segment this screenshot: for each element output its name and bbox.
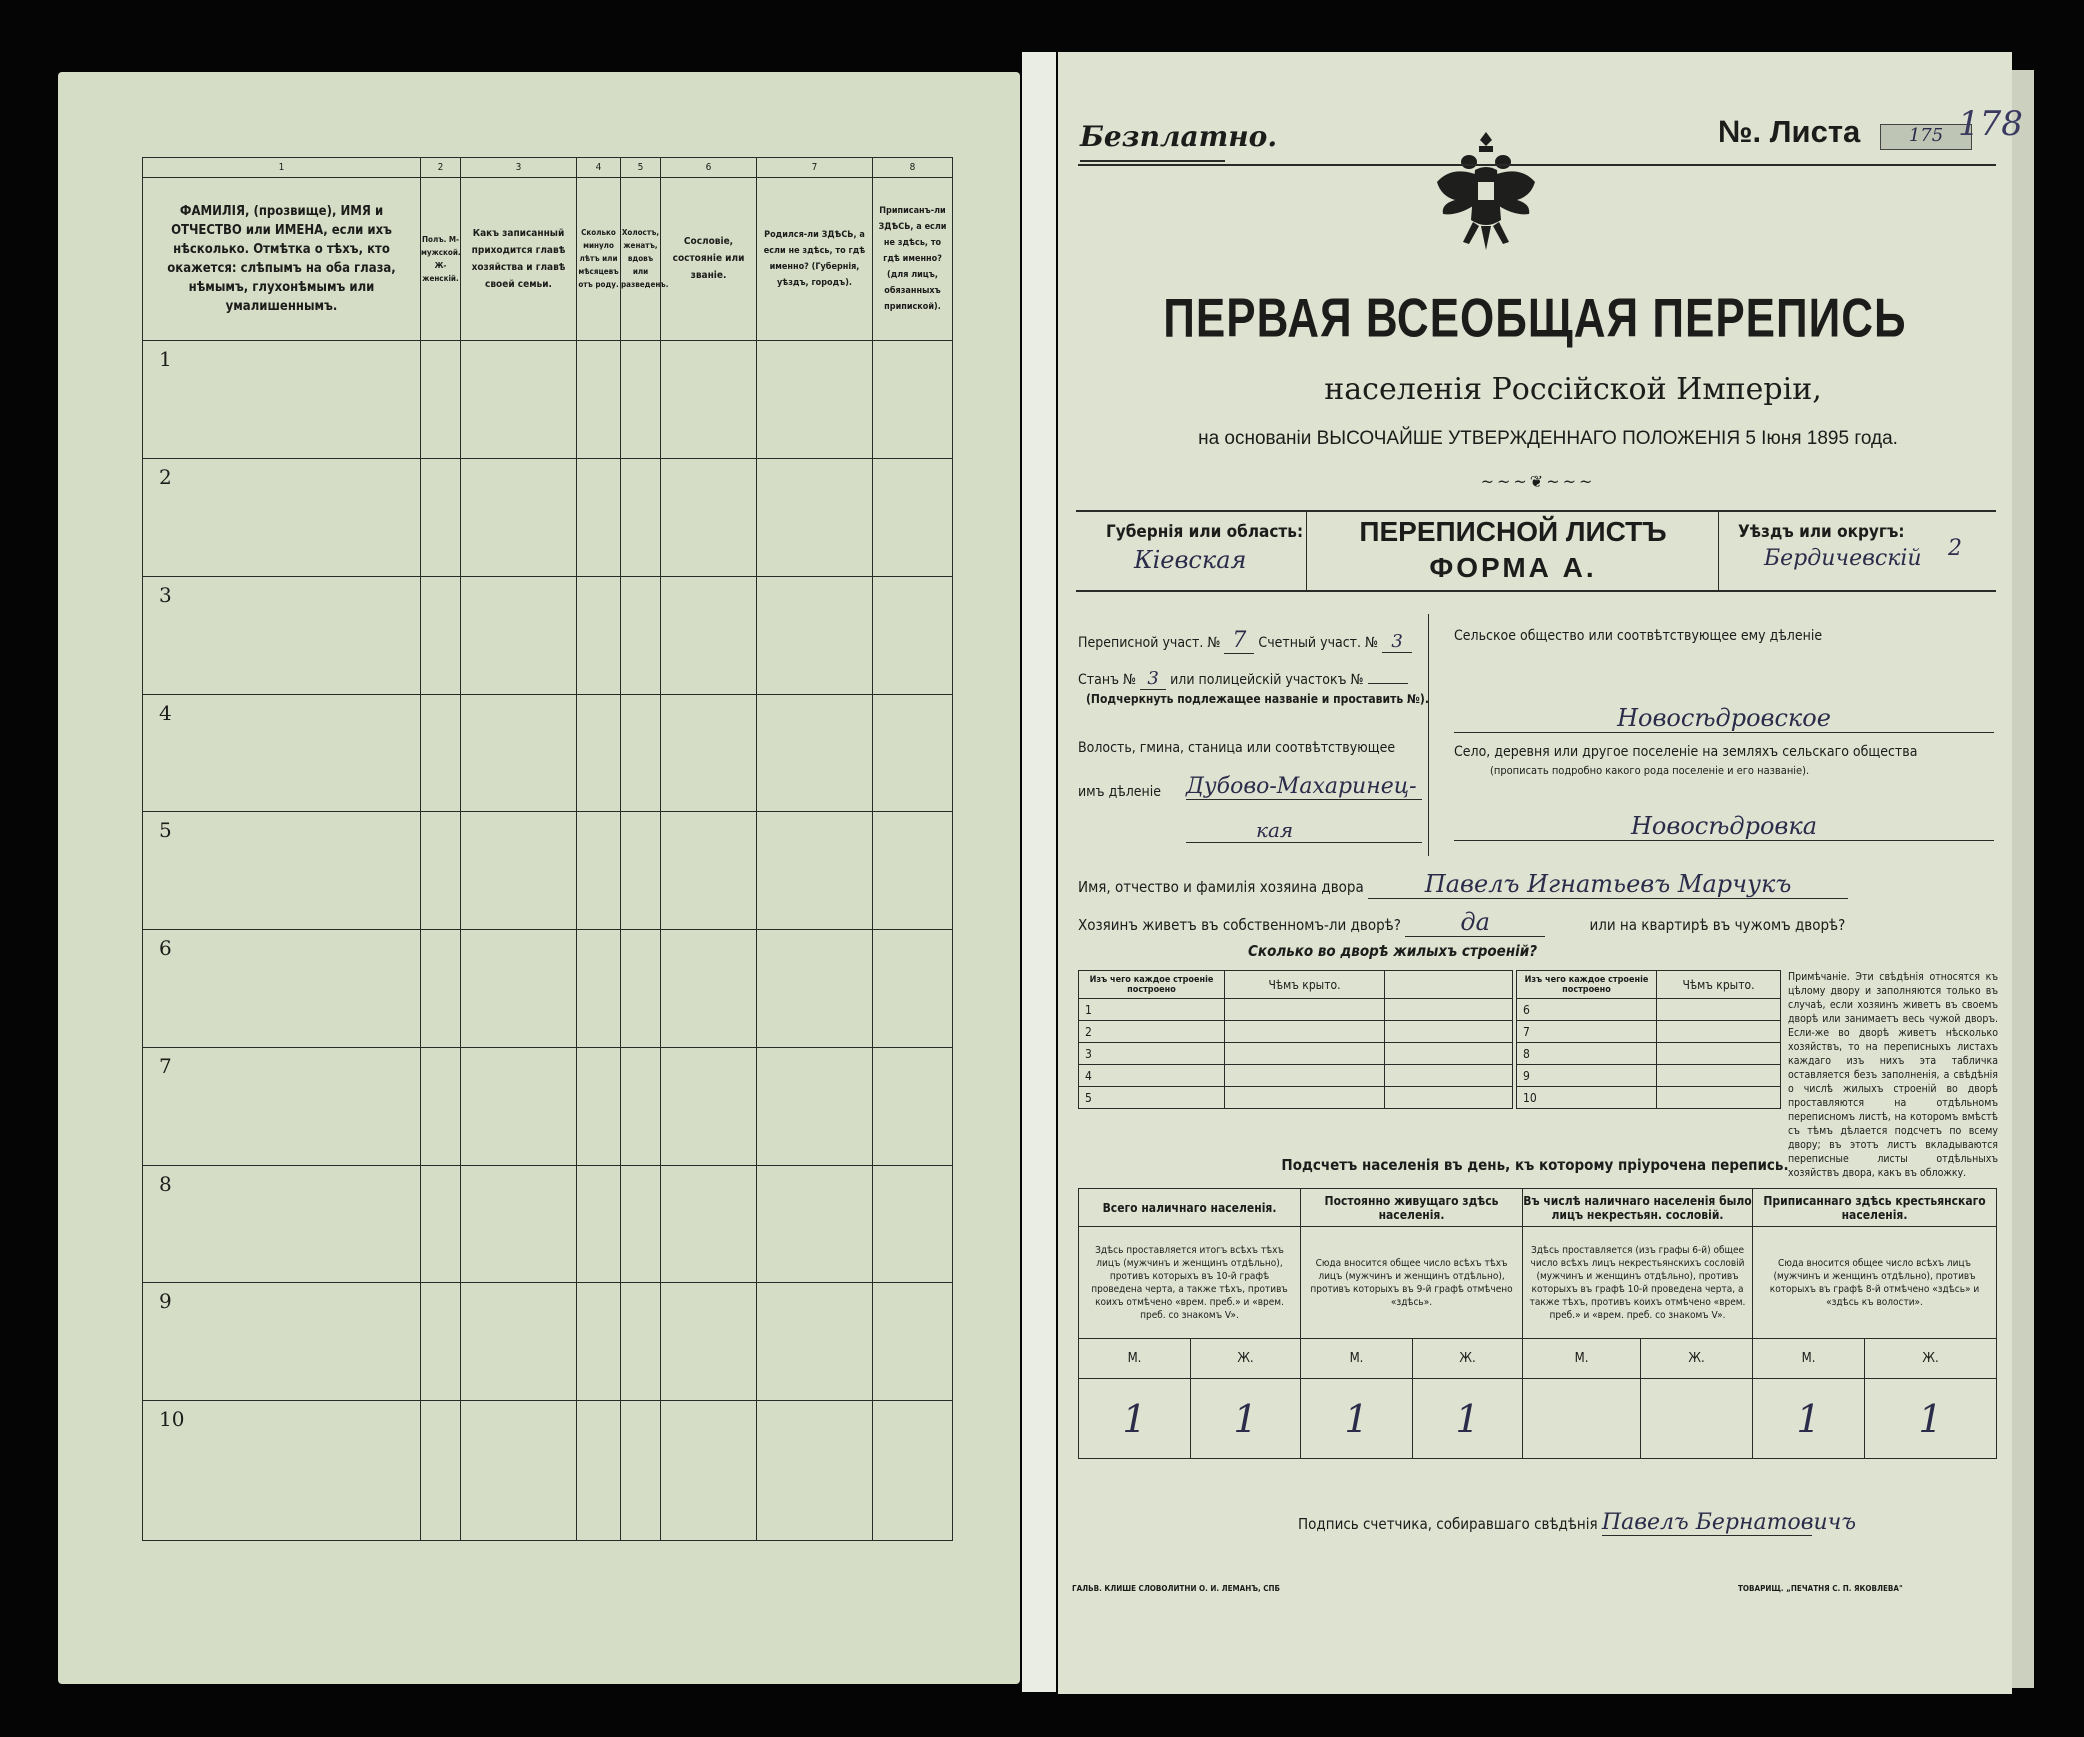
- sheet-label: №. Листа: [1718, 114, 1861, 149]
- row-number: 1: [143, 341, 421, 459]
- page-spine: [1022, 52, 1056, 1692]
- village-note: (прописать подробно какого рода поселеніе и его названіе).: [1490, 764, 1810, 777]
- count-header-permanent: Постоянно живущаго здѣсь населенія.: [1301, 1189, 1523, 1227]
- table-row: [143, 1165, 953, 1283]
- count-value: 1: [1865, 1379, 1997, 1459]
- bld-row: 1: [1079, 999, 1225, 1021]
- col-female: Ж.: [1413, 1339, 1523, 1379]
- header-sex: Полъ. М-мужской. Ж-женскій.: [421, 177, 461, 341]
- row-number: 7: [143, 1047, 421, 1165]
- table-row: [143, 694, 953, 812]
- count-value: [1641, 1379, 1753, 1459]
- legal-basis: на основаніи ВЫСОЧАЙШЕ УТВЕРЖДЕННАГО ПОЛОЖЕНІЯ 5 Іюня 1895 года.: [1198, 428, 1898, 449]
- form-title: ПЕРЕПИСНОЙ ЛИСТЪ: [1359, 516, 1667, 547]
- volost-label-2: имъ дѣленіе: [1078, 784, 1162, 800]
- province-label: Губернія или область:: [1106, 522, 1304, 542]
- table-row: [143, 1047, 953, 1165]
- underline-note: (Подчеркнуть подлежащее названіе и проставить №).: [1086, 692, 1429, 706]
- table-row: [143, 576, 953, 694]
- header-marital: Холостъ, женатъ, вдовъ или разведенъ.: [621, 177, 661, 341]
- count-value: [1523, 1379, 1641, 1459]
- row-number: 6: [143, 930, 421, 1048]
- owner-row: [1078, 870, 1998, 899]
- count-value: 1: [1753, 1379, 1865, 1459]
- village-value: Новосѣдровка: [1454, 812, 1994, 841]
- society-value: Новосѣдровское: [1454, 704, 1994, 733]
- table-row: [143, 341, 953, 459]
- count-plot-value: 3: [1382, 631, 1412, 653]
- bld-row: 3: [1079, 1043, 1225, 1065]
- col-number: 1: [143, 158, 421, 178]
- form-subtitle: ФОРМА А.: [1429, 552, 1597, 583]
- buildings-table-right: [1516, 970, 1781, 1109]
- row-number: 8: [143, 1165, 421, 1283]
- col-female: Ж.: [1191, 1339, 1301, 1379]
- signature-row: [1298, 1510, 1857, 1536]
- header-relation: Какъ записанный приходится главѣ хозяйства и главѣ своей семьи.: [461, 177, 577, 341]
- buildings-label: Сколько во дворѣ жилыхъ строеній?: [1248, 942, 1538, 960]
- header-birthplace: Родился-ли ЗДѢСЬ, а если не здѣсь, то гдѣ именно? (Губернія, уѣздъ, городъ).: [757, 177, 873, 341]
- row-number: 3: [143, 576, 421, 694]
- page-title: ПЕРВАЯ ВСЕОБЩАЯ ПЕРЕПИСЬ: [1163, 287, 1907, 349]
- col-number: 8: [873, 158, 953, 178]
- count-value: 1: [1301, 1379, 1413, 1459]
- table-row: [143, 459, 953, 577]
- province-value: Кіевская: [1134, 546, 1247, 574]
- signature-value: Павелъ Бернатовичъ: [1601, 1510, 1857, 1535]
- stan-value: 3: [1140, 668, 1166, 690]
- count-header-noncrestian: Въ числѣ наличнаго населенія было лицъ некрестьян. сословій.: [1523, 1189, 1753, 1227]
- population-count-table: [1078, 1188, 1997, 1459]
- header-registered: Приписанъ-ли ЗДѢСЬ, а если не здѣсь, то гдѣ именно? (для лицъ, обязанныхъ припиской).: [873, 177, 953, 341]
- count-desc-noncrestian: Здѣсь проставляется (изъ графы 6-й) общее число всѣхъ лицъ некрестьянскихъ сословій (мужчинъ и женщинъ отдѣльно), противъ которыхъ въ графѣ 10-й проведена черта, а также тѣхъ, противъ коихъ отмѣчено «врем. преб.» и «врем. преб. со знакомъ V».: [1523, 1227, 1753, 1339]
- table-row: [143, 930, 953, 1048]
- col-number: 5: [621, 158, 661, 178]
- table-row: [143, 812, 953, 930]
- own-yard-label: Хозяинъ живетъ въ собственномъ-ли дворѣ?: [1078, 916, 1401, 934]
- row-number: 2: [143, 459, 421, 577]
- police-label: или полицейскій участокъ №: [1170, 672, 1364, 688]
- bld-row: 7: [1517, 1021, 1657, 1043]
- table-row: [143, 1401, 953, 1541]
- header-estate: Сословіе, состояніе или званіе.: [661, 177, 757, 341]
- sheet-number: 175: [1880, 124, 1972, 150]
- bld-header-material: Изъ чего каждое строеніе построено: [1517, 971, 1657, 999]
- count-value: 1: [1413, 1379, 1523, 1459]
- col-number: 7: [757, 158, 873, 178]
- col-male: М.: [1079, 1339, 1191, 1379]
- count-plot-label: Счетный участ. №: [1258, 635, 1379, 651]
- header-rule: [1078, 164, 1996, 166]
- bld-header-material: Изъ чего каждое строеніе построено: [1079, 971, 1225, 999]
- signature-label: Подпись счетчика, собиравшаго свѣдѣнія: [1298, 1515, 1598, 1533]
- col-male: М.: [1753, 1339, 1865, 1379]
- census-plot-value: 7: [1224, 628, 1254, 654]
- volost-value-2: кая: [1186, 818, 1422, 843]
- count-title: Подсчетъ населенія въ день, къ которому пріурочена перепись.: [1281, 1156, 1789, 1174]
- bld-header-roof: Чѣмъ крыто.: [1225, 971, 1385, 999]
- own-yard-value: да: [1405, 908, 1545, 937]
- page-subtitle: населенія Россійской Имперіи,: [1324, 372, 1822, 407]
- bld-row: 8: [1517, 1043, 1657, 1065]
- printer-left: ГАЛЬВ. КЛИШЕ СЛОВОЛИТНИ О. И. ЛЕМАНЪ, СПБ: [1072, 1584, 1281, 1593]
- col-female: Ж.: [1865, 1339, 1997, 1379]
- free-label: Безплатно.: [1080, 120, 1278, 153]
- col-female: Ж.: [1641, 1339, 1753, 1379]
- col-male: М.: [1301, 1339, 1413, 1379]
- row-number: 9: [143, 1283, 421, 1401]
- count-header-registered: Приписаннаго здѣсь крестьянскаго населенія.: [1753, 1189, 1997, 1227]
- count-desc-total: Здѣсь проставляется итогъ всѣхъ тѣхъ лицъ (мужчинъ и женщинъ отдѣльно), противъ которыхъ въ 10-й графѣ проведена черта, а также тѣхъ, противъ коихъ отмѣчено «врем. преб.» и «врем. преб. со знакомъ V».: [1079, 1227, 1301, 1339]
- count-header-total: Всего наличнаго населенія.: [1079, 1189, 1301, 1227]
- bld-row: 6: [1517, 999, 1657, 1021]
- bld-row: 5: [1079, 1087, 1225, 1109]
- left-page: [58, 72, 1020, 1684]
- district-label: Уѣздъ или округъ:: [1738, 522, 1905, 542]
- count-desc-registered: Сюда вносится общее число всѣхъ лицъ (мужчинъ и женщинъ отдѣльно), противъ которыхъ въ графѣ 8-й отмѣчено «здѣсь» и «здѣсь къ волости».: [1753, 1227, 1997, 1339]
- volost-value: Дубово-Махаринец-: [1186, 774, 1422, 800]
- free-underline: [1080, 160, 1225, 162]
- bld-row: 9: [1517, 1065, 1657, 1087]
- right-page: [1058, 52, 2023, 1694]
- printer-right: ТОВАРИЩ. „ПЕЧАТНЯ С. П. ЯКОВЛЕВА": [1738, 1584, 1903, 1593]
- census-plot-row: [1078, 628, 1412, 654]
- owner-label: Имя, отчество и фамилія хозяина двора: [1078, 878, 1364, 896]
- page-edge: [2012, 70, 2034, 1688]
- row-number: 5: [143, 812, 421, 930]
- household-members-table: [142, 157, 953, 1541]
- bld-row: 2: [1079, 1021, 1225, 1043]
- bld-header-roof: Чѣмъ крыто.: [1657, 971, 1781, 999]
- col-number: 4: [577, 158, 621, 178]
- village-label: Село, деревня или другое поселеніе на земляхъ сельскаго общества: [1454, 744, 1918, 760]
- yard-row: [1078, 908, 1998, 937]
- col-number: 2: [421, 158, 461, 178]
- rent-label: или на квартирѣ въ чужомъ дворѣ?: [1589, 916, 1846, 934]
- col-number: 6: [661, 158, 757, 178]
- volost-label: Волость, гмина, станица или соотвѣтствующее: [1078, 740, 1396, 756]
- stan-label: Станъ №: [1078, 672, 1137, 688]
- district-value: Бердичевскій: [1764, 546, 1922, 571]
- ornament-divider: ~~~❦~~~: [1480, 472, 1596, 491]
- bld-row: 10: [1517, 1087, 1657, 1109]
- buildings-table-left: [1078, 970, 1513, 1109]
- stan-row: [1078, 668, 1408, 690]
- col-number: 3: [461, 158, 577, 178]
- census-plot-label: Переписной участ. №: [1078, 635, 1221, 651]
- row-number: 4: [143, 694, 421, 812]
- society-label: Сельское общество или соотвѣтствующее ему дѣленіе: [1454, 628, 1823, 644]
- count-desc-permanent: Сюда вносится общее число всѣхъ тѣхъ лицъ (мужчинъ и женщинъ отдѣльно), противъ которыхъ въ 9-й графѣ отмѣчено «здѣсь».: [1301, 1227, 1523, 1339]
- district-note: 2: [1948, 536, 1962, 561]
- imperial-eagle-icon: [1431, 126, 1541, 256]
- count-value: 1: [1079, 1379, 1191, 1459]
- bld-row: 4: [1079, 1065, 1225, 1087]
- corner-number: 178: [1958, 104, 2023, 144]
- owner-value: Павелъ Игнатьевъ Марчукъ: [1368, 870, 1848, 899]
- col-male: М.: [1523, 1339, 1641, 1379]
- count-value: 1: [1191, 1379, 1301, 1459]
- header-name: ФАМИЛІЯ, (прозвище), ИМЯ и ОТЧЕСТВО или ИМЕНА, если ихъ нѣсколько. Отмѣтка о тѣхъ, кто окажется: слѣпымъ на оба глаза, нѣмымъ, глухонѣмымъ или умалишеннымъ.: [143, 177, 421, 341]
- buildings-note: Примѣчаніе. Эти свѣдѣнія относятся къ цѣлому двору и заполняются только въ случаѣ, если хозяинъ живетъ въ своемъ дворѣ или занимаетъ весь чужой дворъ. Если-же во дворѣ живетъ нѣсколько хозяйствъ, то на переписныхъ листахъ каждаго изъ нихъ эта табличка оставляется безъ заполненія, а свѣдѣнія о числѣ жилыхъ строеній во дворѣ проставляются на отдѣльномъ переписномъ листѣ, на которомъ вмѣстѣ съ тѣмъ дѣлается подсчетъ по всему двору; въ этотъ листъ вкладываются переписные листы отдѣльныхъ хозяйствъ двора, какъ въ обложку.: [1788, 971, 1998, 1179]
- header-age: Сколько минуло лѣтъ или мѣсяцевъ отъ роду.: [577, 177, 621, 341]
- row-number: 10: [143, 1401, 421, 1541]
- table-row: [143, 1283, 953, 1401]
